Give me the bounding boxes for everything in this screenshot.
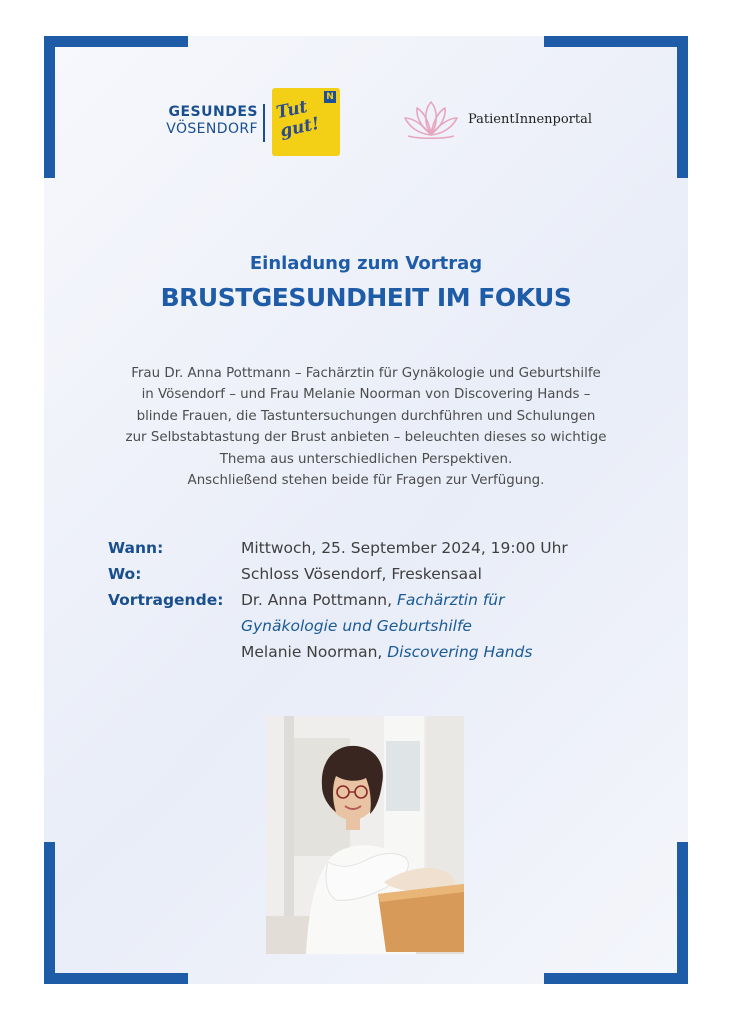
corner-frame-bottom-right [544,973,688,984]
intro-line: in Vösendorf – und Frau Melanie Noorman von Discovering Hands – [141,387,591,403]
portrait-illustration [266,716,464,954]
corner-frame-top-left [44,36,188,47]
speaker-2 [241,643,532,661]
where-label: Wo: [108,565,142,583]
detail-row-where [108,565,648,591]
detail-row-speakers-cont [108,617,648,643]
corner-frame-bottom-left-vertical [44,842,55,984]
corner-frame-top-left-vertical [44,36,55,178]
intro-line: Anschließend stehen beide für Fragen zur Verfügung. [187,473,545,489]
speaker-1-role: Fachärztin für [396,591,505,609]
logo-line-gesundes: GESUNDES [168,104,258,120]
event-details [108,539,648,669]
intro-line: Thema aus unterschiedlichen Perspektiven. [219,451,513,467]
tut-gut-logo [272,88,340,156]
patientinnenportal-wordmark: PatientInnenportal [468,112,593,127]
tut-gut-badge-icon: N [324,91,336,103]
intro-paragraph [84,363,648,491]
speaker-1-name: Dr. Anna Pottmann, [241,591,397,609]
logo-line-voesendorf: VÖSENDORF [166,121,258,137]
invitation-flyer [44,36,688,984]
speaker-2-name: Melanie Noorman, [241,643,388,661]
corner-frame-bottom-right-vertical [677,842,688,984]
when-value: Mittwoch, 25. September 2024, 19:00 Uhr [241,539,568,557]
corner-frame-top-right [544,36,688,47]
speaker-1-role-line-2: Gynäkologie und Geburtshilfe [241,617,472,635]
patientinnenportal-logo [400,98,600,140]
lotus-icon [400,98,462,140]
when-label: Wann: [108,539,164,557]
speaker-1-role-cont [241,617,472,635]
where-value: Schloss Vösendorf, Freskensaal [241,565,482,583]
page-title: BRUSTGESUNDHEIT IM FOKUS [160,283,572,312]
intro-line: Frau Dr. Anna Pottmann – Fachärztin für Gynäkologie und Geburtshilfe [131,366,601,381]
corner-frame-bottom-left [44,973,188,984]
gesundes-voesendorf-wordmark [156,104,258,137]
speakers-label: Vortragende: [108,591,224,609]
invitation-subtitle: Einladung zum Vortrag [249,253,483,274]
portrait-photo [266,716,464,954]
detail-row-speakers [108,591,648,617]
gesundes-voesendorf-logo [156,92,346,176]
speaker-1 [241,591,505,609]
speaker-2-role: Discovering Hands [387,643,533,661]
intro-line: blinde Frauen, die Tastuntersuchungen durchführen und Schulungen [136,408,596,424]
detail-row-speaker-2 [108,643,648,669]
intro-line: zur Selbstabtastung der Brust anbieten – beleuchten dieses so wichtige [125,430,607,446]
logo-divider [263,104,265,142]
tut-gut-text: Tut gut! [274,96,322,142]
detail-row-when [108,539,648,565]
corner-frame-top-right-vertical [677,36,688,178]
